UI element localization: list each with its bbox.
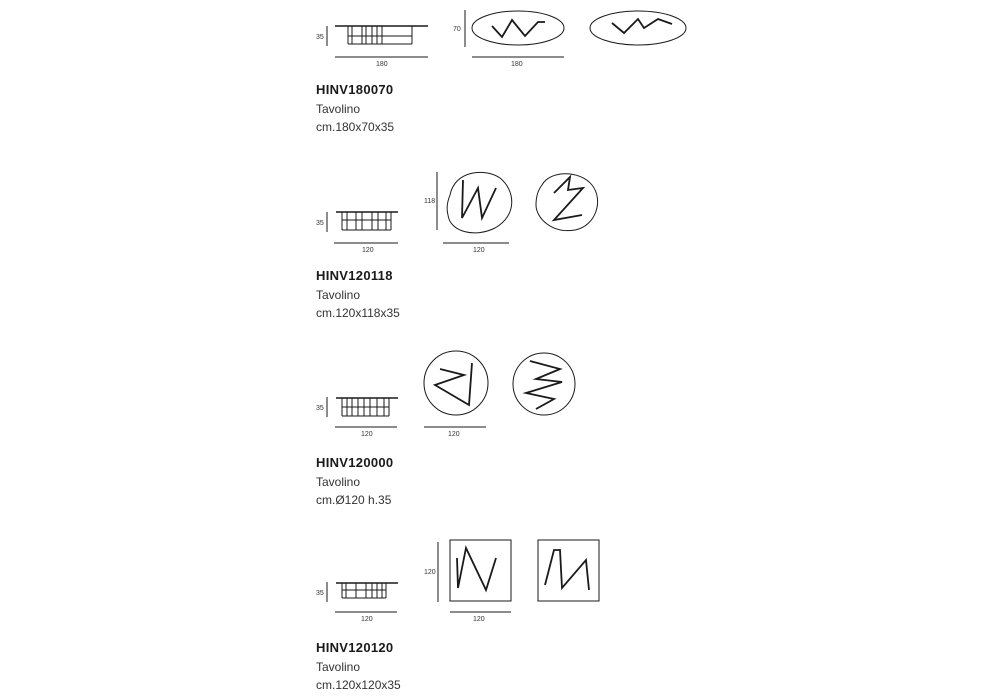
top-view-2 [538,540,599,601]
depth-label: 70 [453,26,461,33]
height-label: 35 [316,590,324,597]
length-label: 120 [362,247,374,254]
top-view-1 [438,540,511,612]
product-size: cm.120x120x35 [316,678,401,692]
product-type: Tavolino [316,102,361,116]
top-length-label: 120 [473,616,485,623]
technical-drawing [300,160,720,260]
product-size: cm.120x118x35 [316,306,400,320]
top-view-2 [536,174,598,231]
top-view-1 [437,172,512,243]
top-length-label: 180 [511,61,523,68]
product-hinv120000 [0,345,1000,515]
product-hinv180070 [0,0,1000,140]
top-length-label: 120 [448,431,460,438]
depth-label: 118 [424,198,436,205]
height-label: 35 [316,405,324,412]
product-type: Tavolino [316,660,361,674]
product-type: Tavolino [316,288,361,302]
height-label: 35 [316,34,324,41]
product-hinv120120 [0,530,1000,700]
top-view-2 [513,353,575,415]
top-view-1 [424,351,488,427]
length-label: 120 [361,616,373,623]
top-view-2 [590,11,686,45]
product-size: cm.Ø120 h.35 [316,493,392,507]
length-label: 120 [361,431,373,438]
technical-drawing [300,345,720,445]
side-view [327,582,398,612]
depth-label: 120 [424,569,436,576]
technical-drawing [300,530,720,630]
product-type: Tavolino [316,475,361,489]
top-length-label: 120 [473,247,485,254]
technical-drawing [300,0,720,80]
side-view [327,397,398,427]
top-view-1 [465,10,564,57]
side-view [327,26,428,57]
product-code: HINV120000 [316,455,394,470]
product-code: HINV180070 [316,82,394,97]
product-size: cm.180x70x35 [316,120,395,134]
product-code: HINV120120 [316,640,394,655]
product-hinv120118 [0,160,1000,330]
length-label: 180 [376,61,388,68]
height-label: 35 [316,220,324,227]
product-code: HINV120118 [316,268,393,283]
side-view [327,212,398,243]
